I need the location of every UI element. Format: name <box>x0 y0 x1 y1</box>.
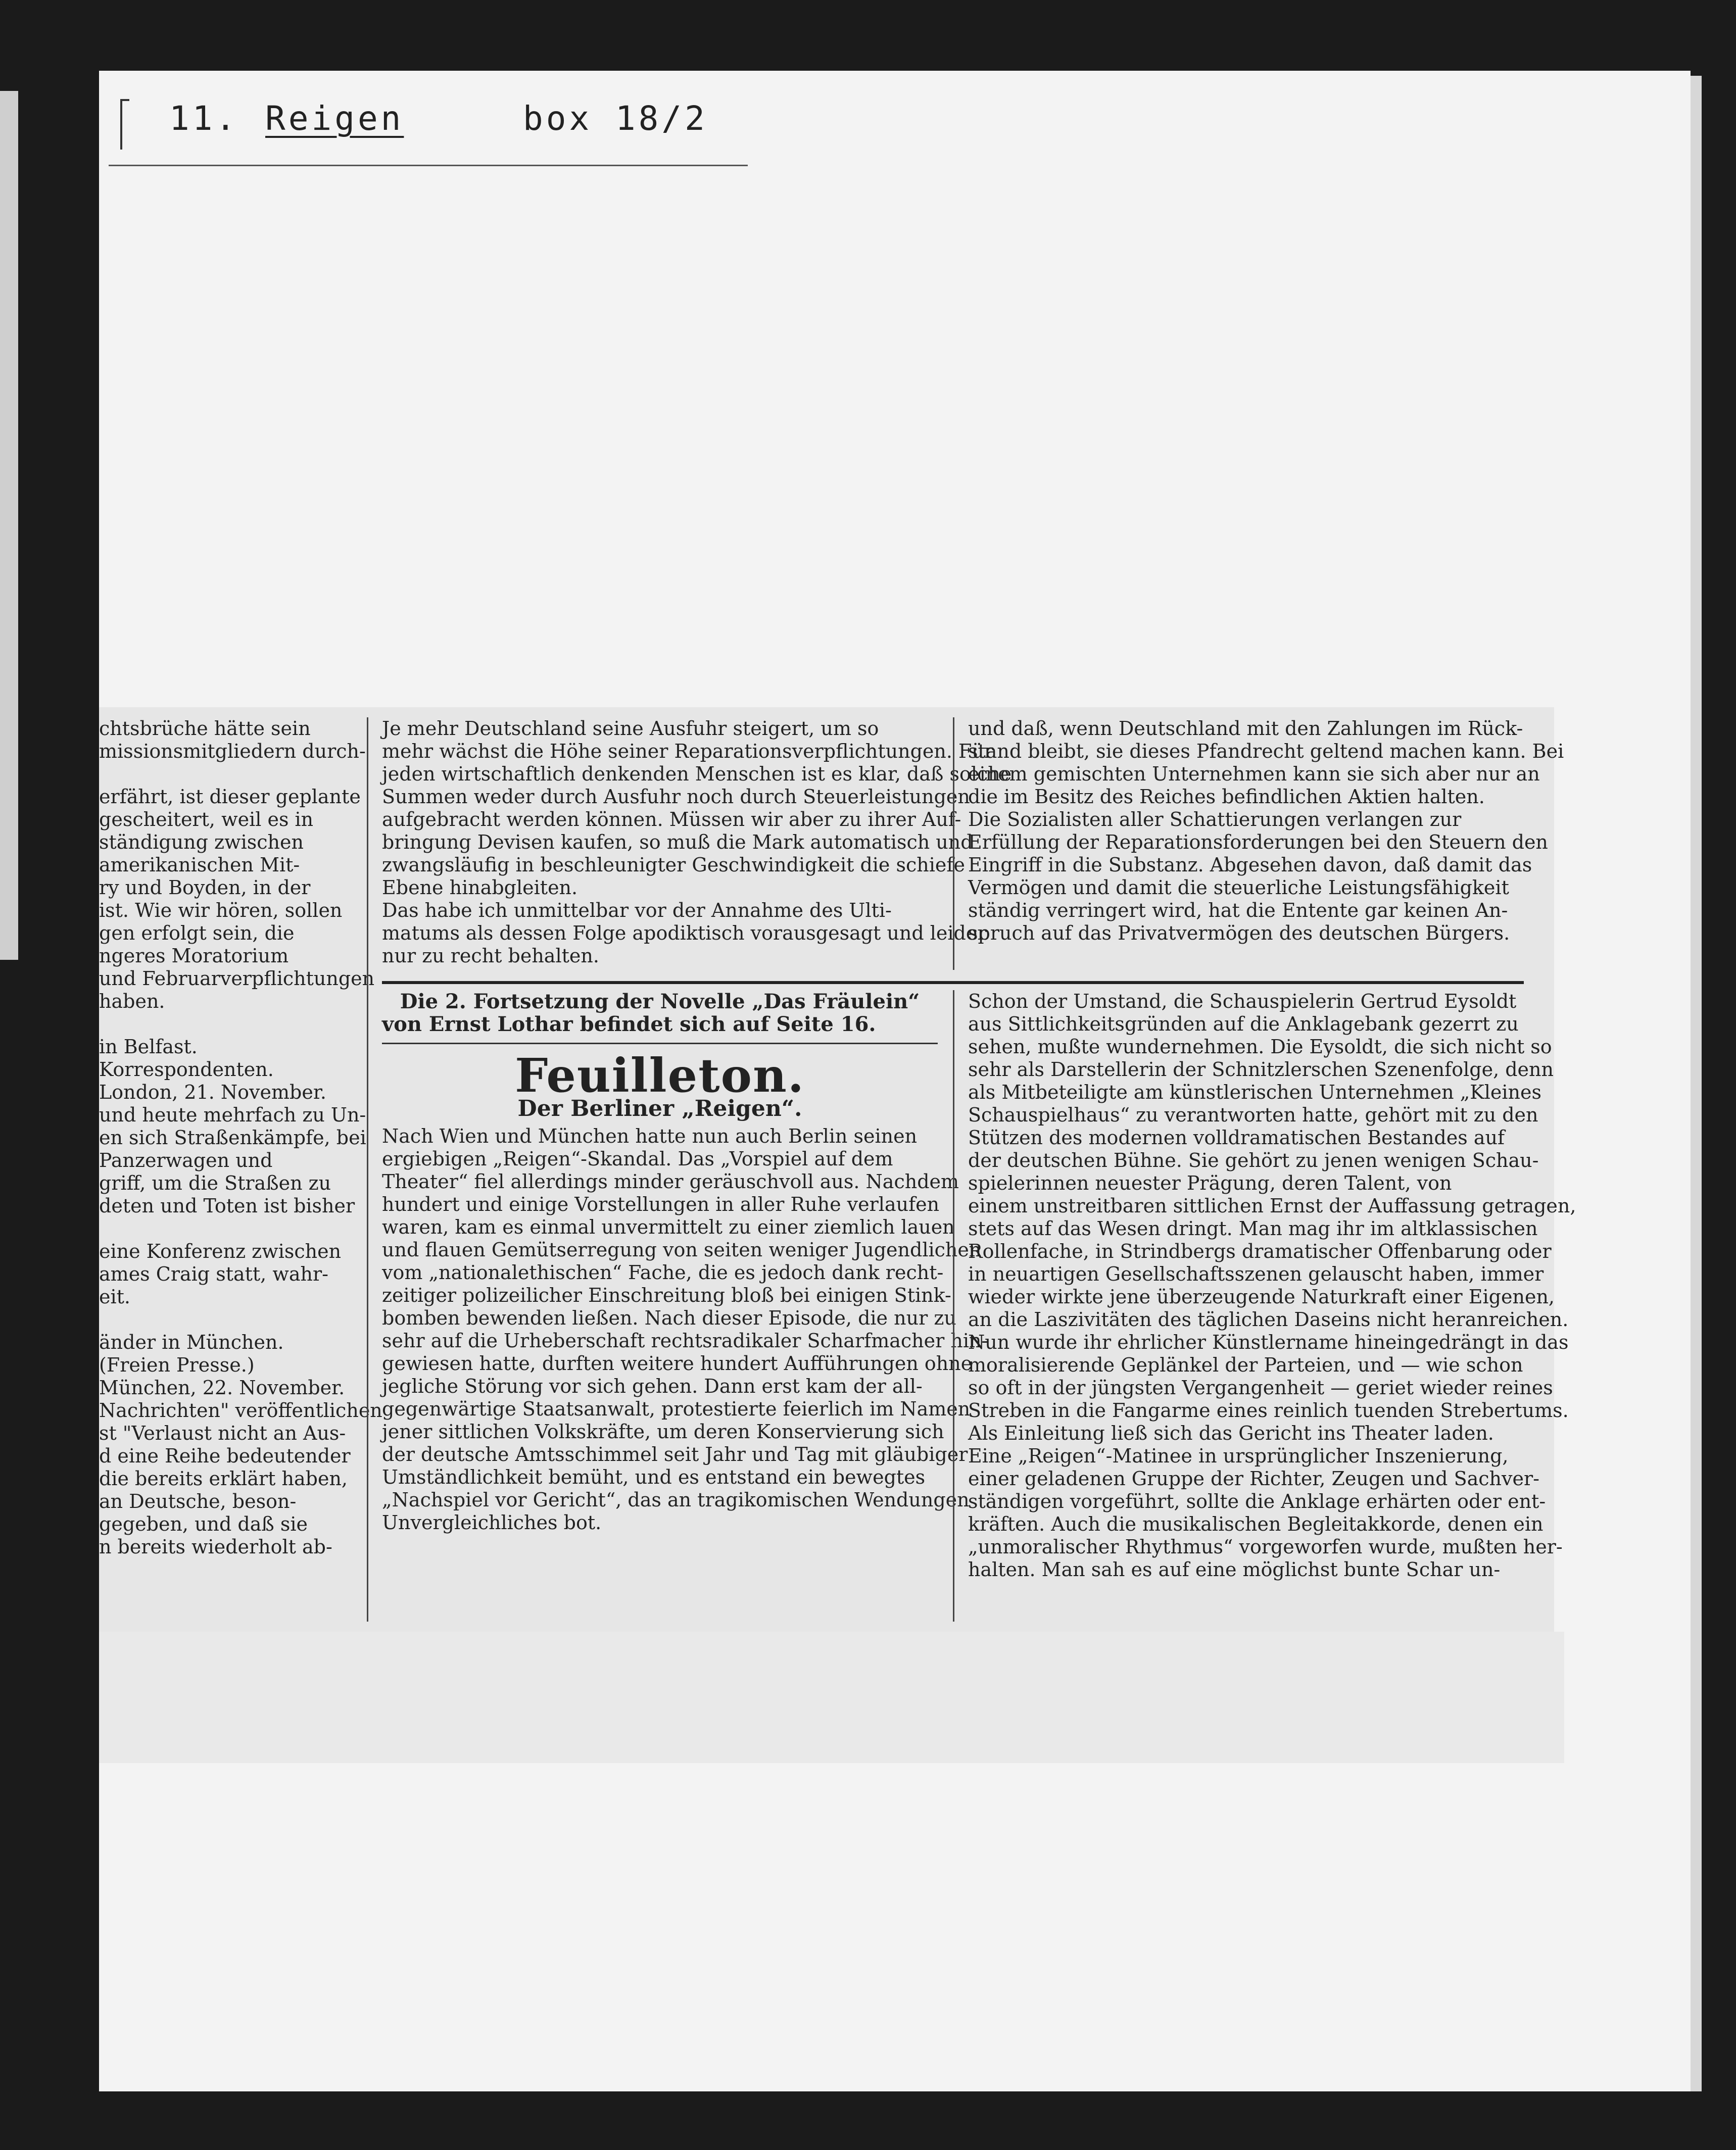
text-line: jegliche Störung vor sich gehen. Dann erst kam der all- <box>382 1375 923 1397</box>
novel-notice-line1: Die 2. Fortsetzung der Novelle „Das Fräulein“ <box>400 990 920 1013</box>
text-line: der deutschen Bühne. Sie gehört zu jenen wenigen Schau- <box>968 1149 1539 1171</box>
text-line: matums als dessen Folge apodiktisch vorausgesagt und leider <box>382 922 987 944</box>
text-line: jener sittlichen Volkskräfte, um deren Konservierung sich <box>382 1421 944 1443</box>
text-line: chtsbrüche hätte sein <box>99 717 311 740</box>
text-line: Die Sozialisten aller Schattierungen verlangen zur <box>968 808 1462 830</box>
text-line: nur zu recht behalten. <box>382 945 599 967</box>
box-number: box 18/2 <box>523 99 708 138</box>
text-line: mehr wächst die Höhe seiner Reparationsverpflichtungen. Für <box>382 740 994 762</box>
text-line: die bereits erklärt haben, <box>99 1468 348 1490</box>
text-line: in Belfast. <box>99 1036 198 1058</box>
text-line: ständigung zwischen <box>99 831 304 853</box>
text-line: „Nachspiel vor Gericht“, das an tragikomischen Wendungen <box>382 1489 970 1511</box>
text-line: Theater“ fiel allerdings minder geräuschvoll aus. Nachdem <box>382 1170 959 1193</box>
text-line: Summen weder durch Ausfuhr noch durch Steuerleistungen <box>382 786 970 808</box>
text-line: kräften. Auch die musikalischen Begleitakkorde, denen ein <box>968 1513 1544 1535</box>
column-rule <box>953 717 954 970</box>
text-line: an die Laszivitäten des täglichen Daseins nicht heranreichen. <box>968 1308 1569 1331</box>
text-line: hundert und einige Vorstellungen in aller Ruhe verlaufen <box>382 1193 940 1215</box>
text-line: Nun wurde ihr ehrlicher Künstlername hineingedrängt in das <box>968 1331 1569 1353</box>
column-reparations <box>382 717 1012 967</box>
text-line: ames Craig statt, wahr- <box>99 1263 328 1285</box>
text-line: stets auf das Wesen dringt. Man mag ihr im altklassischen <box>968 1217 1538 1240</box>
text-line: wieder wirkte jene überzeugende Naturkraft einer Eigenen, <box>968 1286 1555 1308</box>
feuilleton-heading: Feuilleton. <box>515 1048 805 1103</box>
text-line: (Freien Presse.) <box>99 1354 255 1376</box>
text-line <box>99 763 354 786</box>
text-line: Als Einleitung ließ sich das Gericht ins Theater laden. <box>968 1422 1494 1444</box>
text-line: vom „nationalethischen“ Fache, die es jedoch dank recht- <box>382 1261 944 1284</box>
text-line: sehr auf die Urheberschaft rechtsradikaler Scharfmacher hin- <box>382 1330 988 1352</box>
text-line: so oft in der jüngsten Vergangenheit — geriet wieder reines <box>968 1377 1553 1399</box>
text-line: Eingriff in die Substanz. Abgesehen davon, daß damit das <box>968 854 1532 876</box>
text-line: gegenwärtige Staatsanwalt, protestierte feierlich im Namen <box>382 1398 971 1420</box>
text-line: gescheitert, weil es in <box>99 808 314 830</box>
text-line: der deutsche Amtsschimmel seit Jahr und Tag mit gläubiger <box>382 1443 968 1465</box>
text-line: eine Konferenz zwischen <box>99 1240 342 1262</box>
text-line: ergiebigen „Reigen“-Skandal. Das „Vorspiel auf dem <box>382 1148 893 1170</box>
text-line: sehen, mußte wundernehmen. Die Eysoldt, die sich nicht so <box>968 1036 1552 1058</box>
text-line: moralisierende Geplänkel der Parteien, und — wie schon <box>968 1354 1523 1376</box>
paper-shadow <box>99 1632 1564 1763</box>
text-line: missionsmitgliedern durch- <box>99 740 366 762</box>
column-socialists <box>968 717 1564 955</box>
text-line: erfährt, ist dieser geplante <box>99 786 361 808</box>
text-line: amerikanischen Mit- <box>99 854 300 876</box>
text-line: einem unstreitbaren sittlichen Ernst der Auffassung getragen, <box>968 1195 1576 1217</box>
text-line: und flauen Gemütserregung von seiten weniger Jugendlichen <box>382 1239 982 1261</box>
text-line: und heute mehrfach zu Un- <box>99 1104 366 1126</box>
text-line: Rollenfache, in Strindbergs dramatischer Offenbarung oder <box>968 1240 1552 1262</box>
text-line: sehr als Darstellerin der Schnitzlerschen Szenenfolge, denn <box>968 1058 1554 1081</box>
item-number: 11. <box>169 99 239 138</box>
sheet-edge <box>1691 76 1702 2091</box>
text-line: en sich Straßenkämpfe, bei <box>99 1127 366 1149</box>
text-line <box>99 1308 354 1331</box>
text-line: München, 22. November. <box>99 1377 345 1399</box>
article-subtitle: Der Berliner „Reigen“. <box>517 1096 802 1121</box>
newspaper-clipping <box>99 707 1576 1632</box>
text-line: Eine „Reigen“-Matinee in ursprünglicher Inszenierung, <box>968 1445 1509 1467</box>
text-line: Nach Wien und München hatte nun auch Berlin seinen <box>382 1125 918 1147</box>
notice-rule <box>382 1043 938 1044</box>
text-line: zeitiger polizeilicher Einschreitung bloß bei einigen Stink- <box>382 1284 951 1306</box>
text-line: Ebene hinabgleiten. <box>382 876 578 899</box>
text-line: Stützen des modernen volldramatischen Bestandes auf <box>968 1127 1505 1149</box>
text-line <box>99 1013 354 1036</box>
text-line: an Deutsche, beson- <box>99 1490 297 1512</box>
text-line: in neuartigen Gesellschaftsszenen gelauscht haben, immer <box>968 1263 1544 1285</box>
text-line: zwangsläufig in beschleunigter Geschwindigkeit die schiefe <box>382 854 965 876</box>
text-line: ngeres Moratorium <box>99 945 289 967</box>
text-line: einer geladenen Gruppe der Richter, Zeugen und Sachver- <box>968 1468 1539 1490</box>
text-line: Korrespondenten. <box>99 1058 274 1081</box>
text-line: bringung Devisen kaufen, so muß die Mark automatisch und <box>382 831 973 853</box>
text-line: jeden wirtschaftlich denkenden Menschen ist es klar, daß solche <box>382 763 1012 785</box>
text-line: Unvergleichliches bot. <box>382 1511 602 1534</box>
item-title: Reigen <box>265 99 404 138</box>
text-line: und daß, wenn Deutschland mit den Zahlungen im Rück- <box>968 717 1523 740</box>
text-line: aufgebracht werden können. Müssen wir aber zu ihrer Auf- <box>382 808 961 830</box>
text-line: London, 21. November. <box>99 1081 326 1103</box>
text-line: Nachrichten" veröffentlichen <box>99 1399 382 1422</box>
text-line: n bereits wiederholt ab- <box>99 1536 332 1558</box>
text-line: Schon der Umstand, die Schauspielerin Gertrud Eysoldt <box>968 990 1517 1012</box>
archive-label <box>169 99 708 138</box>
text-line: aus Sittlichkeitsgründen auf die Anklagebank gezerrt zu <box>968 1013 1519 1035</box>
corner-bracket <box>120 99 129 150</box>
text-line: Schauspielhaus“ zu verantworten hatte, gehört mit zu den <box>968 1104 1538 1126</box>
text-line: Streben in die Fangarme eines reinlich tuenden Strebertums. <box>968 1399 1569 1422</box>
text-line: änder in München. <box>99 1331 284 1353</box>
text-line: ist. Wie wir hören, sollen <box>99 899 343 921</box>
text-line: halten. Man sah es auf eine möglichst bunte Schar un- <box>968 1558 1501 1581</box>
text-line: griff, um die Straßen zu <box>99 1172 331 1194</box>
text-line: st "Verlaust nicht an Aus- <box>99 1422 346 1444</box>
column-eysoldt <box>968 990 1576 1622</box>
text-line: ry und Boyden, in der <box>99 876 311 899</box>
text-line: „unmoralischer Rhythmus“ vorgeworfen wurde, mußten her- <box>968 1536 1563 1558</box>
text-line: bomben bewenden ließen. Nach dieser Episode, die nur zu <box>382 1307 956 1329</box>
header-rule <box>109 165 748 166</box>
text-line: ständigen vorgeführt, sollte die Anklage erhärten oder ent- <box>968 1490 1546 1512</box>
text-line: als Mitbeteiligte am künstlerischen Unternehmen „Kleines <box>968 1081 1541 1103</box>
text-line: Das habe ich unmittelbar vor der Annahme des Ulti- <box>382 899 892 921</box>
text-line: gewiesen hatte, durften weitere hundert Aufführungen ohne <box>382 1352 973 1375</box>
section-rule <box>382 981 1524 984</box>
text-line: und Februarverpflichtungen <box>99 967 375 990</box>
column-left-fragment <box>99 717 382 1622</box>
text-line: Umständlichkeit bemüht, und es entstand ein bewegtes <box>382 1466 926 1488</box>
adjacent-sheet-edge <box>0 91 18 960</box>
text-line: spielerinnen neuester Prägung, deren Talent, von <box>968 1172 1452 1194</box>
text-line: d eine Reihe bedeutender <box>99 1445 351 1467</box>
text-line: gen erfolgt sein, die <box>99 922 295 944</box>
text-line: Je mehr Deutschland seine Ausfuhr steigert, um so <box>382 717 879 740</box>
text-line: waren, kam es einmal unvermittelt zu einer ziemlich lauen <box>382 1216 955 1238</box>
text-line: haben. <box>99 990 165 1012</box>
text-line: die im Besitz des Reiches befindlichen Aktien halten. <box>968 786 1485 808</box>
text-line <box>99 1217 354 1240</box>
text-line: stand bleibt, sie dieses Pfandrecht geltend machen kann. Bei <box>968 740 1564 762</box>
text-line: Panzerwagen und <box>99 1149 273 1171</box>
text-line: spruch auf das Privatvermögen des deutschen Bürgers. <box>968 922 1510 944</box>
column-rule <box>367 717 368 1622</box>
column-rule <box>953 990 954 1622</box>
column-feuilleton <box>382 990 988 1622</box>
text-line: ständig verringert wird, hat die Entente gar keinen An- <box>968 899 1508 921</box>
text-line: einem gemischten Unternehmen kann sie sich aber nur an <box>968 763 1540 785</box>
text-line: Vermögen und damit die steuerliche Leistungsfähigkeit <box>968 876 1509 899</box>
text-line: eit. <box>99 1286 130 1308</box>
novel-notice-line2: von Ernst Lothar befindet sich auf Seite 16. <box>382 1012 876 1036</box>
text-line: Erfüllung der Reparationsforderungen bei den Steuern den <box>968 831 1548 853</box>
text-line: gegeben, und daß sie <box>99 1513 308 1535</box>
text-line: deten und Toten ist bisher <box>99 1195 355 1217</box>
article-body <box>382 1125 988 1534</box>
